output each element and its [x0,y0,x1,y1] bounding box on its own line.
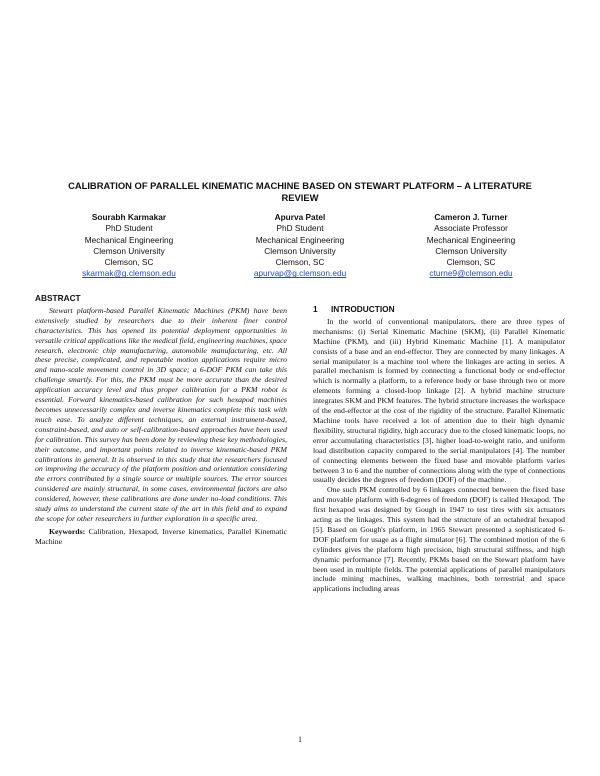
author-2 [215,212,385,280]
author-role: PhD Student [105,223,153,234]
author-university: Clemson University [264,245,336,256]
abstract-heading: ABSTRACT [35,293,81,303]
author-email-link[interactable]: skarmak@g.clemson.edu [82,268,176,279]
author-city: Clemson, SC [446,257,496,268]
author-dept: Mechanical Engineering [426,234,516,245]
author-role: PhD Student [276,223,324,234]
author-1 [44,212,214,280]
author-name: Sourabh Karmakar [91,212,167,222]
intro-paragraph-1: In the world of conventional manipulators, there are three types of mechanisms: (i) Serial Kinematic Machine (SKM), (ii) Parallel Kinematic Machine (PKM), and (iii) Hybrid Kinematic Machine [1]. A manipulator consists of a base and an end-effector. They are connected by many linkages. A serial manipulator is a machine tool where the linkages are acting in series. A parallel mechanism is formed by connecting a functional body or end-effector which is normally a platform, to a reference body or base through two or more elements forming a closed-loop linkage [2]. A hybrid machine structure integrates SKM and PKM features. The hybrid structure increases the workspace of the end-effector at the cost of the rigidity of the structure. Parallel Kinematic Machine tools have received a lot of attention due to their high dynamic flexibility, structural rigidity, high accuracy due to the closed kinematic loops, no error accumulating characteristics [3], higher load-to-weight ratio, and uniform load distribution capacity compared to the serial manipulators [4]. The number of connecting elements between the fixed base and movable platform varies between 3 to 6 and the number of connections along with the type of connections usually decides the degrees of freedom (DOF) of the machine. [313,316,565,485]
page-number: 1 [298,735,302,744]
author-block [44,212,556,280]
author-email-link[interactable]: cturne9@clemson.edu [429,268,513,279]
keywords-text: Calibration, Hexapod, Inverse kinematics, Parallel Kinematic Machine [35,526,287,546]
author-university: Clemson University [435,245,507,256]
author-dept: Mechanical Engineering [84,234,174,245]
intro-paragraph-2: One such PKM controlled by 6 linkages connected between the fixed base and movable platform with 6-degrees of freedom (DOF) is called Hexapod. The first hexapod was designed by Gough in 1947 to test tires with six actuators acting as the linkages. This system had the structure of an octahedral hexapod [5]. Based on Gough's platform, in 1965 Stewart presented a sophisticated 6-DOF platform for usage as a flight simulator [6]. The combined motion of the 6 cylinders gives the platform high precision, high structural stiffness, and high dynamic performance [7]. Recently, PKMs based on the Stewart platform have been used in multiple fields. The potential applications of parallel manipulators include mining machines, walking machines, both terrestrial and space applications including areas [313,485,565,594]
section-number: 1 [313,304,318,314]
section-title: INTRODUCTION [331,304,395,314]
introduction-heading [313,305,565,315]
keywords-label: Keywords: [49,526,86,536]
author-name: Cameron J. Turner [434,212,508,222]
keywords [35,527,287,547]
author-city: Clemson, SC [104,257,154,268]
author-3 [386,212,556,280]
paper-title: CALIBRATION OF PARALLEL KINEMATIC MACHINE BASED ON STEWART PLATFORM – A LITERATURE REVIEW [68,180,532,203]
author-university: Clemson University [93,245,165,256]
author-role: Associate Professor [434,223,508,234]
right-column [313,294,565,594]
author-dept: Mechanical Engineering [255,234,345,245]
author-city: Clemson, SC [275,257,325,268]
author-email-link[interactable]: apurvap@g.clemson.edu [253,268,347,279]
left-column [35,294,287,547]
abstract-text: Stewart platform-based Parallel Kinematic Machines (PKM) have been extensively studied by researchers due to their inherent finer control characteristics. This has opened its potential deployment opportunities in versatile critical applications like the medical field, engineering machines, space research, electronic chip manufacturing, automobile manufacturing, etc. All these precise, complicated, and repeatable motion applications require micro and nano-scale movement control in 3D space; a 6-DOF PKM can take this challenge smartly. For this, the PKM must be more accurate than the desired application accuracy level and thus proper calibration for a PKM robot is essential. Forward kinematics-based calibration for such hexapod machines becomes unnecessarily complex and inverse kinematics complete this task with much ease. To analyze different techniques, an external instrument-based, constraint-based, and auto or self-calibration-based approaches have been used for calibration. This survey has been done by reviewing these key methodologies, their outcome, and important points related to inverse kinematic-based PKM calibrations in general. It is observed in this study that the researchers focused on improving the accuracy of the platform position and orientation considering the errors contributed by a single source or multiple sources. The error sources considered are mainly structural, in some cases, environmental factors are also considered, however, these calibrations are done under no-load conditions. This study aims to understand the current state of the art in this field and to expand the scope for other researchers in further exploration in a specific area. [35,305,287,523]
author-name: Apurva Patel [274,212,326,222]
